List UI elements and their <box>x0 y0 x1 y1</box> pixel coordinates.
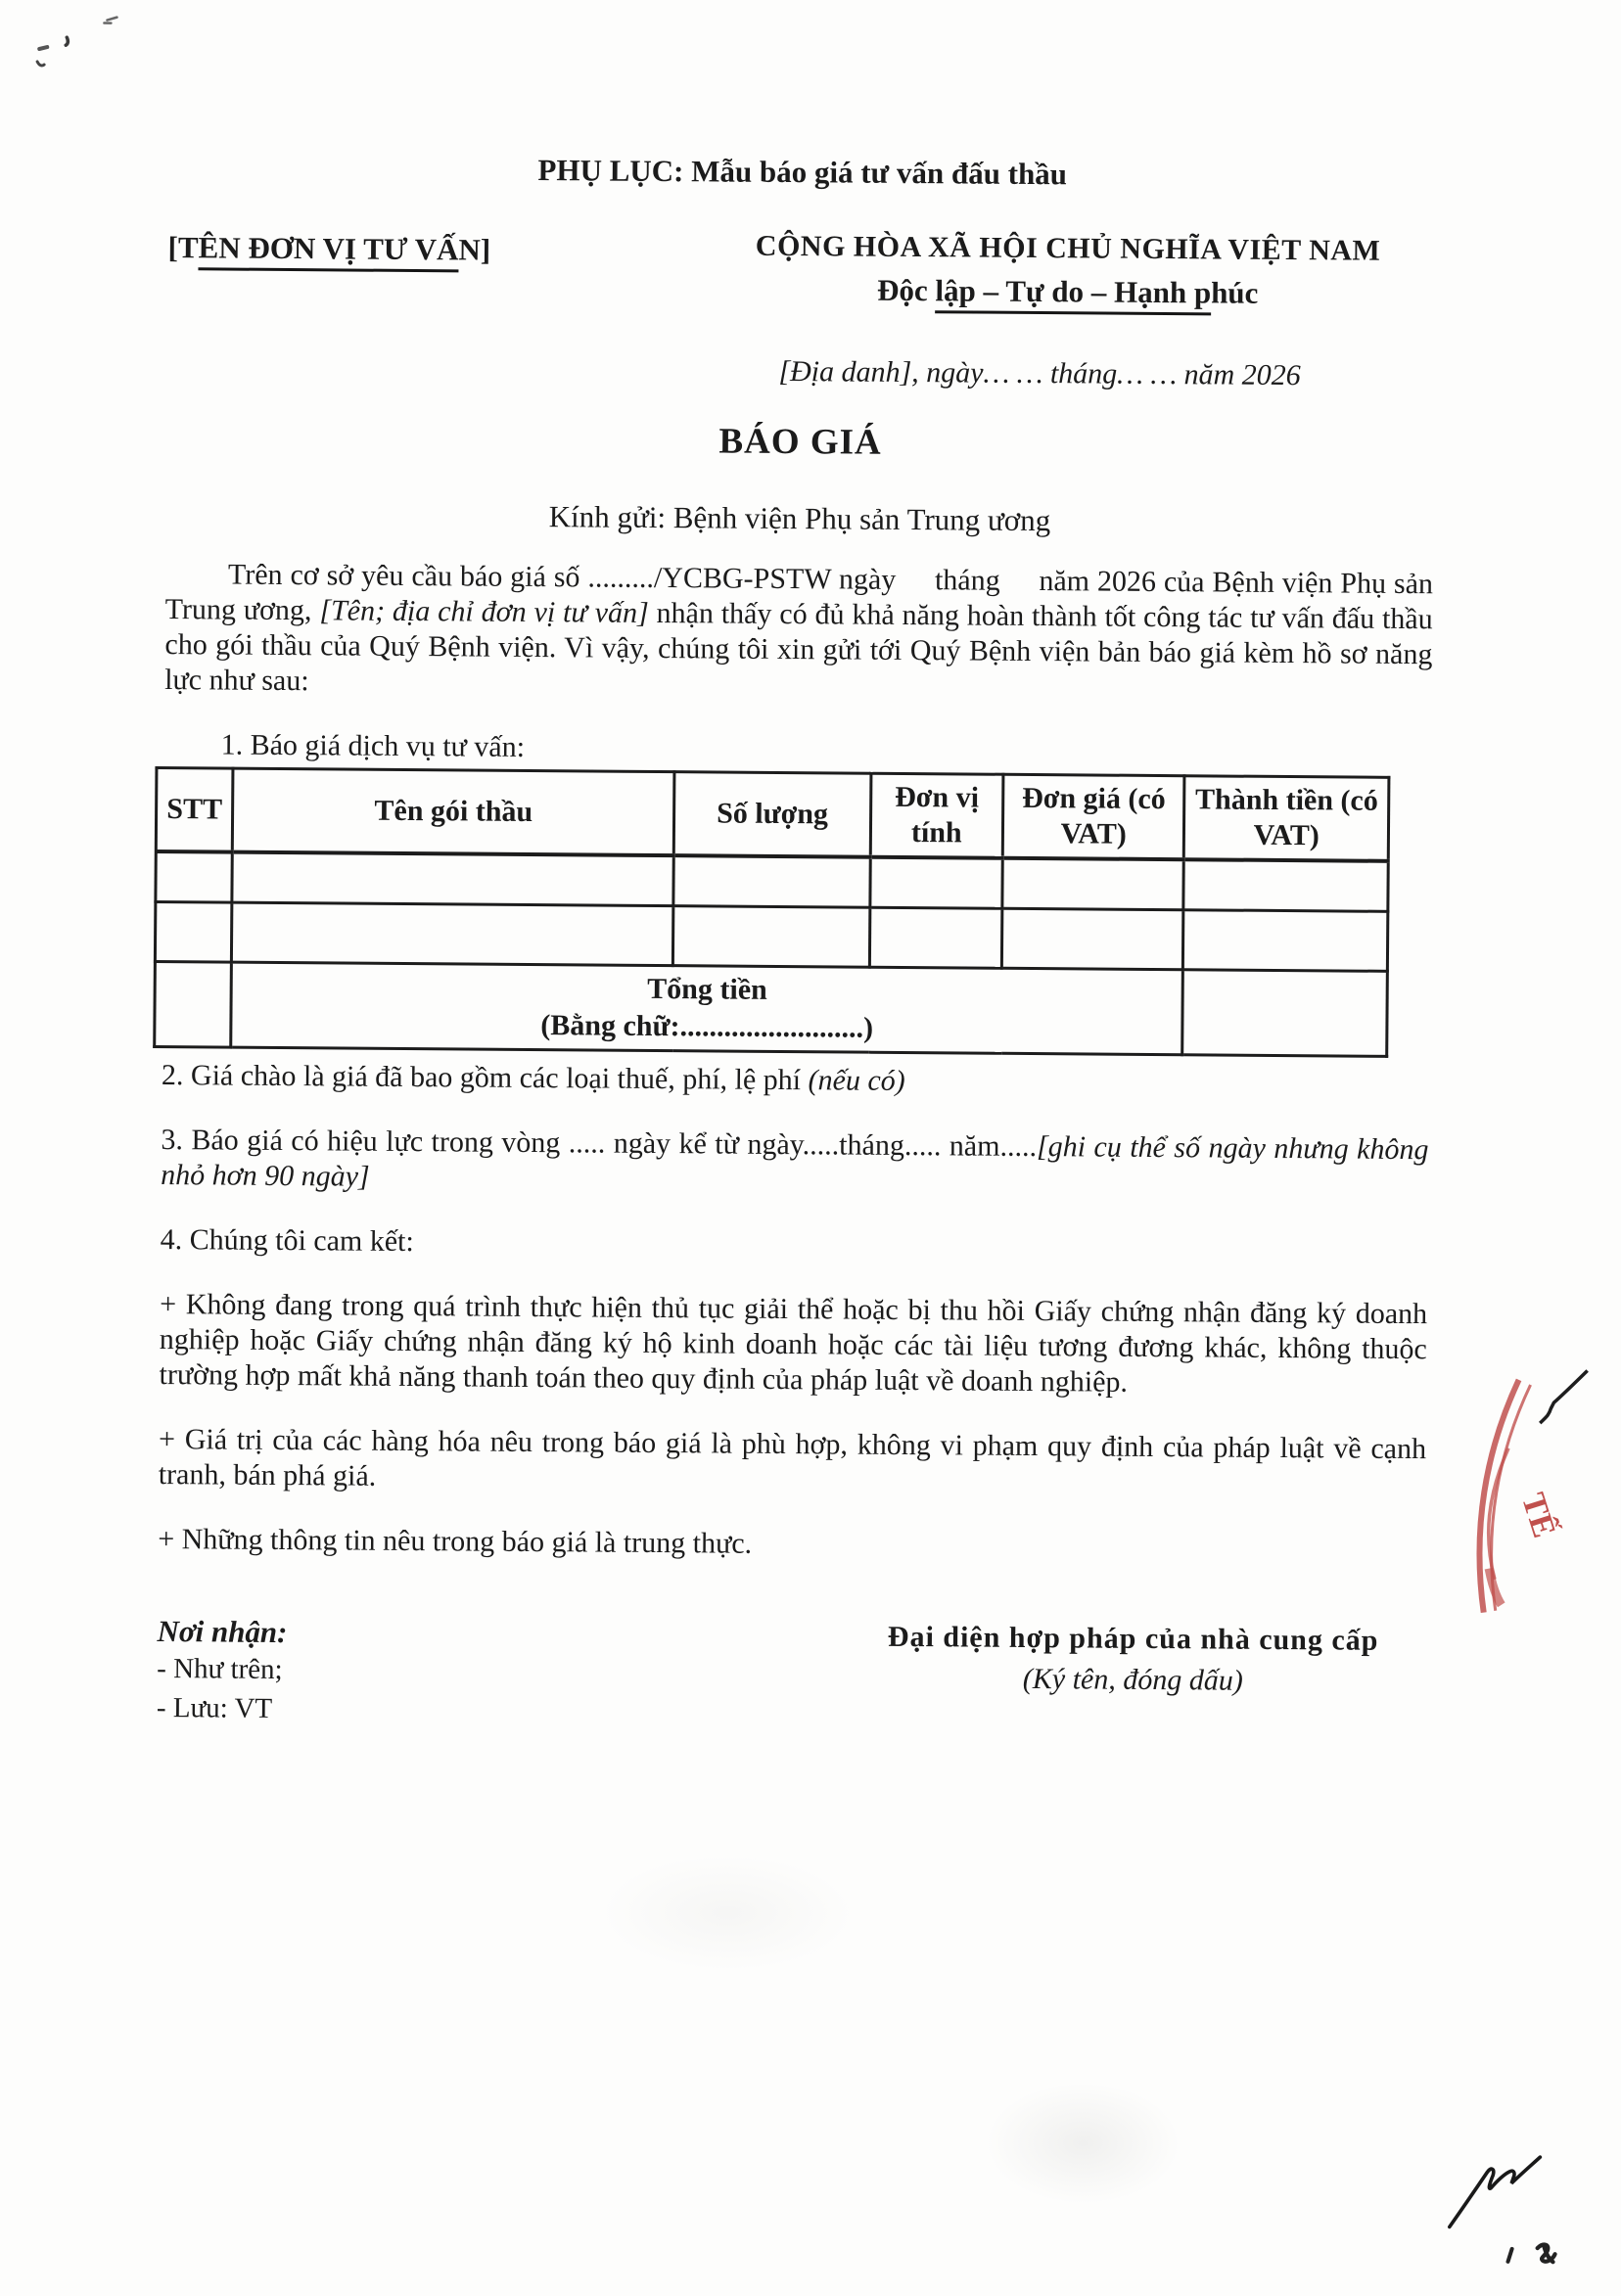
recipients-block <box>157 1614 665 1731</box>
page-mark-1 <box>1508 2249 1512 2262</box>
national-title: CỘNG HÒA XÃ HỘI CHỦ NGHĨA VIỆT NAM <box>755 229 1381 267</box>
total-row <box>155 961 1388 1056</box>
empty-cell <box>1183 859 1388 911</box>
document-title: BÁO GIÁ <box>718 421 882 463</box>
empty-cell <box>232 902 674 966</box>
clause-3-text: 3. Báo giá có hiệu lực trong vòng ..... ngày kể từ ngày.....tháng..... năm..... <box>161 1124 1038 1164</box>
empty-cell <box>1183 910 1388 972</box>
signature-note: (Ký tên, đóng dấu) <box>1022 1662 1243 1697</box>
recipient-line: - Lưu: VT <box>156 1691 273 1724</box>
col-header-stt: STT <box>156 767 233 851</box>
intro-paragraph <box>164 557 1433 708</box>
col-header-unit: Đơn vị tính <box>870 773 1003 858</box>
empty-cell <box>1001 908 1183 969</box>
scan-smudge <box>985 2082 1181 2206</box>
commitment-item: + Giá trị của các hàng hóa nêu trong báo giá là phù hợp, không vi phạm quy định của pháp luật về cạnh tranh, bán phá giá. <box>158 1423 1427 1492</box>
salutation-line: Kính gửi: Bệnh viện Phụ sản Trung ương <box>548 499 1051 538</box>
intro-part1: Trên cơ sở yêu cầu báo giá số ........./YCBG-PSTW ngày tháng năm 2026 của Bệnh viện Phụ sản Trung ương, <box>164 558 1434 627</box>
recipient-line: - Như trên; <box>157 1652 283 1686</box>
col-header-amount: Thành tiền (có VAT) <box>1184 776 1389 861</box>
col-header-unit-price: Đơn giá (có VAT) <box>1002 774 1184 859</box>
commitment-item: + Không đang trong quá trình thực hiện thủ tục giải thể hoặc bị thu hồi Giấy chứng nhận đăng ký doanh nghiệp hoặc Giấy chứng nhận đăng ký hộ kinh doanh hoặc các tài liệu tương đương khác, không thuộc trường hợp mất khả năng thanh toán theo quy định của pháp luật về doanh nghiệp. <box>159 1288 1428 1399</box>
empty-cell <box>232 852 673 906</box>
empty-cell <box>155 961 232 1047</box>
consultant-post: N] <box>458 232 491 267</box>
section-1-label: 1. Báo giá dịch vụ tư vấn: <box>220 728 526 763</box>
clause-3 <box>161 1123 1429 1203</box>
handwritten-signature <box>1429 2129 1601 2286</box>
page-mark-2 <box>1538 2245 1555 2263</box>
total-in-words-label: (Bằng chữ:.........................) <box>540 1009 874 1044</box>
total-label-cell <box>231 962 1183 1055</box>
empty-cell <box>673 855 870 907</box>
empty-cell <box>156 851 233 902</box>
consultant-name-placeholder <box>167 224 701 389</box>
empty-cell <box>1002 858 1184 910</box>
motto-underlined: lập – Tự do – Hạnh p <box>935 273 1211 315</box>
clause-2 <box>162 1058 1429 1103</box>
table-header-row <box>156 767 1389 860</box>
consultant-underlined: ÊN ĐƠN VỊ TƯ VẤ <box>198 230 458 272</box>
col-header-package-name: Tên gói thầu <box>232 768 674 855</box>
official-red-seal-stamp <box>1456 1357 1619 1701</box>
clause-2-text: 2. Giá chào là giá đã bao gồm các loại thuế, phí, lệ phí <box>161 1059 809 1097</box>
scan-smudge <box>600 1854 856 1973</box>
empty-cell <box>869 907 1002 968</box>
empty-cell <box>155 901 232 962</box>
total-amount-cell <box>1182 970 1387 1057</box>
clause-4-heading: 4. Chúng tôi cam kết: <box>160 1223 414 1259</box>
national-motto <box>700 271 1435 312</box>
signature-block <box>841 1619 1425 1737</box>
col-header-quantity: Số lượng <box>674 772 871 857</box>
appendix-title: PHỤ LỤC: Mẫu báo giá tư vấn đấu thầu <box>537 153 1068 192</box>
quotation-table <box>153 766 1390 1058</box>
pen-stroke <box>1540 1370 1587 1423</box>
total-label: Tổng tiền <box>647 972 767 1006</box>
clause-2-note-italic: (nếu có) <box>808 1064 905 1097</box>
commitment-item: + Những thông tin nêu trong báo giá là trung thực. <box>158 1522 753 1560</box>
motto-post: húc <box>1211 275 1259 310</box>
empty-cell <box>870 857 1003 909</box>
intro-part3: nhận thấy có đủ khả năng hoàn thành tốt công tác tư vấn đấu thầu cho gói thầu của Quý Bệnh viện. Vì vậy, chúng tôi xin gửi tới Quý Bệnh viện bản báo giá kèm hồ sơ năng lực như sau: <box>164 596 1433 698</box>
document-header <box>167 224 1436 394</box>
consultant-pre: [T <box>167 230 199 265</box>
document-footer <box>157 1614 1425 1737</box>
signature-title: Đại diện hợp pháp của nhà cung cấp <box>887 1620 1379 1657</box>
specks-graphic <box>25 8 173 87</box>
ink-specks <box>25 8 173 87</box>
intro-placeholder-italic: [Tên; địa chỉ đơn vị tư vấn] <box>319 594 649 629</box>
seal-text: TẾ <box>1514 1489 1562 1542</box>
seal-arc-graphic <box>1456 1357 1619 1701</box>
national-header <box>699 228 1435 394</box>
signature-graphic <box>1429 2129 1601 2286</box>
document-body <box>157 150 1437 1737</box>
place-date-line: [Địa danh], ngày… … tháng… … năm 2026 <box>778 354 1301 392</box>
motto-pre: Độc <box>876 272 936 308</box>
empty-cell <box>673 906 870 968</box>
table-row <box>155 901 1387 971</box>
clause-3-note-italic: [ghi cụ thể số ngày nhưng không nhỏ hơn 90 ngày] <box>161 1130 1429 1193</box>
recipients-label: Nơi nhận: <box>157 1613 288 1650</box>
